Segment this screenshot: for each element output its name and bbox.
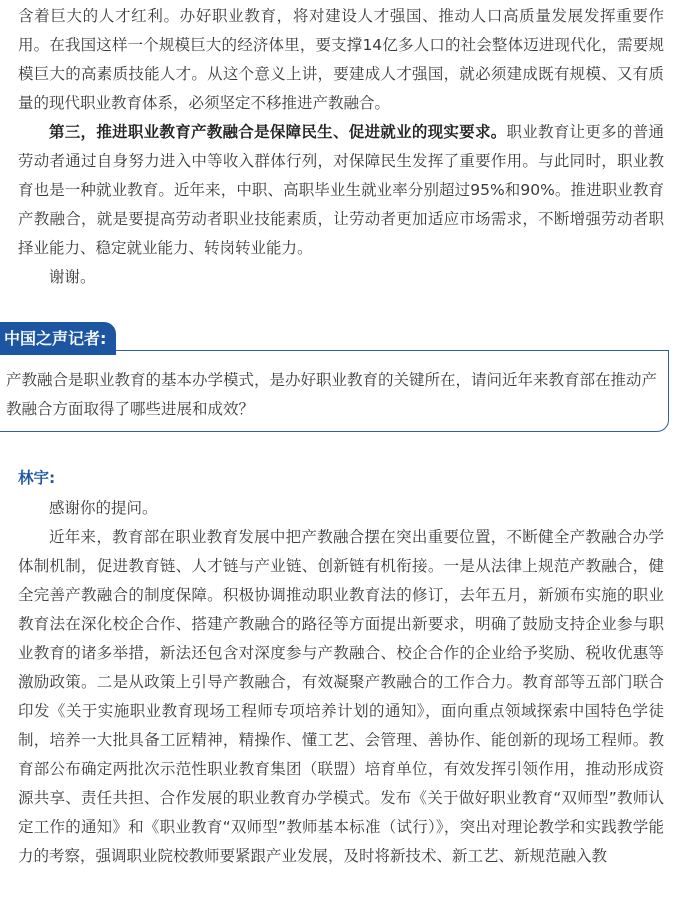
paragraph-third-point: [18, 118, 664, 263]
third-point-body: 职业教育让更多的普通劳动者通过自身努力进入中等收入群体行列，对保障民生发挥了重要作用。与此同时，职业教育也是一种就业教育。近年来，中职、高职毕业生就业率分别超过95%和90%。推进职业教育产教融合，就是要提高劳动者职业技能素质，让劳动者更加适应市场需求，不断增强劳动者职择业能力、稳定就业能力、转岗转业能力。: [18, 123, 664, 257]
answer-body: 近年来，教育部在职业教育发展中把产教融合摆在突出重要位置，不断健全产教融合办学体制机制，促进教育链、人才链与产业链、创新链有机衔接。一是从法律上规范产教融合，健全完善产教融合的制度保障。积极协调推动职业教育法的修订，去年五月，新颁布实施的职业教育法在深化校企合作、搭建产教融合的路径等方面提出新要求，明确了鼓励支持企业参与职业教育的诸多举措，新法还包含对深度参与产教融合、校企合作的企业给予奖励、税收优惠等激励政策。二是从政策上引导产教融合，有效凝聚产教融合的工作合力。教育部等五部门联合印发《关于实施职业教育现场工程师专项培养计划的通知》，面向重点领域探索中国特色学徒制，培养一大批具备工匠精神，精操作、懂工艺、会管理、善协作、能创新的现场工程师。教育部公布确定两批次示范性职业教育集团（联盟）培育单位，有效发挥引领作用，推动形成资源共享、责任共担、合作发展的职业教育办学模式。发布《关于做好职业教育“双师型”教师认定工作的通知》和《职业教育“双师型”教师基本标准（试行）》，突出对理论教学和实践教学能力的考察，强调职业院校教师要紧跟产业发展，及时将新技术、新工艺、新规范融入教: [18, 528, 664, 865]
reporter-tag: 中国之声记者:: [0, 322, 116, 355]
paragraph-talent-dividend: 含着巨大的人才红利。办好职业教育，将对建设人才强国、推动人口高质量发展发挥重要作用。在我国这样一个规模巨大的经济体里，要支撑14亿多人口的社会整体迈进现代化，需要规模巨大的高素质技能人才。从这个意义上讲，要建成人才强国，就必须建成既有规模、又有质量的现代职业教育体系，必须坚定不移推进产教融合。: [18, 7, 664, 112]
answer-thanks: 感谢你的提问。: [49, 499, 158, 517]
paragraph-thanks: 谢谢。: [49, 268, 96, 286]
speaker-name: 林宇:: [18, 469, 56, 487]
question-text: 产教融合是职业教育的基本办学模式，是办好职业教育的关键所在，请问近年来教育部在推动产教融合方面取得了哪些进展和成效？: [6, 371, 658, 418]
third-point-heading: 第三，推进职业教育产教融合是保障民生、促进就业的现实要求。: [49, 123, 507, 141]
